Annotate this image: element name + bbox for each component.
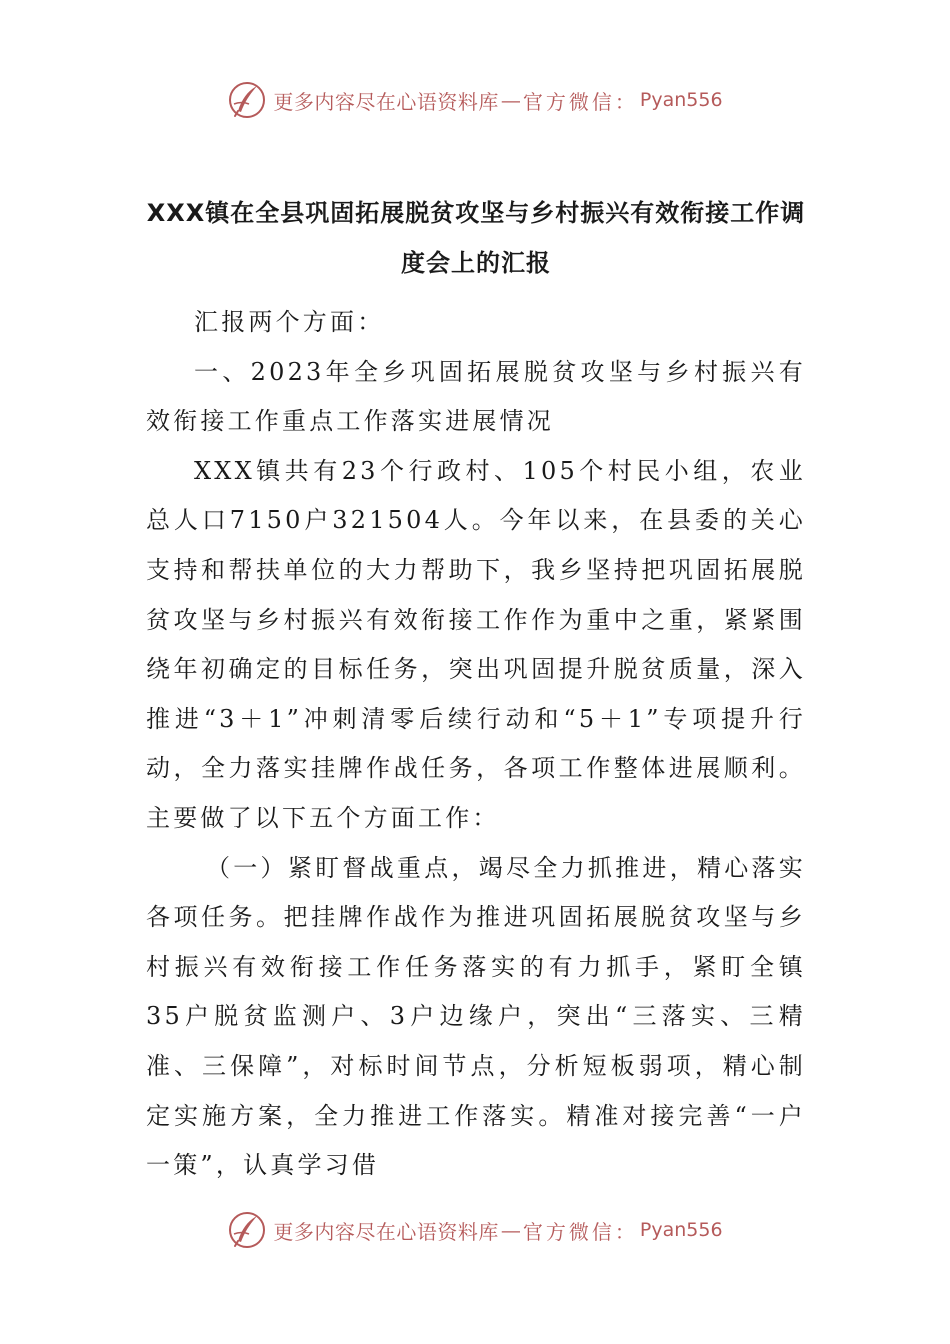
watermark-dash: — [500,1218,521,1242]
paragraph-intro: 汇报两个方面： [194,308,385,336]
document-body [146,298,806,1191]
watermark-brand: 更多内容尽在心语资料库 [273,1219,499,1244]
feather-pen-logo-icon [227,1210,267,1250]
paragraph-overview: XXX镇共有23个行政村、105个村民小组，农业总人口7150户321504人。今年以来，在县委的关心支持和帮扶单位的大力帮助下，我乡坚持把巩固拓展脱贫攻坚与乡村振兴有效衔接工作作为重中之重，紧紧围绕年初确定的目标任务，突出巩固提升脱贫质量，深入推进“3＋1”冲刺清零后续行动和“5＋1”专项提升行动，全力落实挂牌作战任务，各项工作整体进展顺利。主要做了以下五个方面工作： [146,456,806,832]
watermark-banner-bottom [0,1208,950,1252]
watermark-wechat-label: 官方微信： [522,89,638,114]
watermark-wechat-id: Pyan556 [639,89,723,111]
watermark-banner-top [0,78,950,122]
paragraph-subsection-1: （一）紧盯督战重点，竭尽全力抓推进，精心落实各项任务。把挂牌作战作为推进巩固拓展脱贫攻坚与乡村振兴有效衔接工作任务落实的有力抓手，紧盯全镇35户脱贫监测户、3户边缘户，突出“三落实、三精准、三保障”，对标时间节点，分析短板弱项，精心制定实施方案，全力推进工作落实。精准对接完善“一户一策”，认真学习借 [146,853,806,1180]
watermark-wechat-id: Pyan556 [639,1219,723,1241]
paragraph-section-heading: 一、2023年全乡巩固拓展脱贫攻坚与乡村振兴有效衔接工作重点工作落实进展情况 [146,357,806,436]
document-title: XXX镇在全县巩固拓展脱贫攻坚与乡村振兴有效衔接工作调度会上的汇报 [146,199,806,278]
watermark-brand: 更多内容尽在心语资料库 [273,89,499,114]
watermark-dash: — [500,88,521,112]
watermark-wechat-label: 官方微信： [522,1219,638,1244]
feather-pen-logo-icon [227,80,267,120]
